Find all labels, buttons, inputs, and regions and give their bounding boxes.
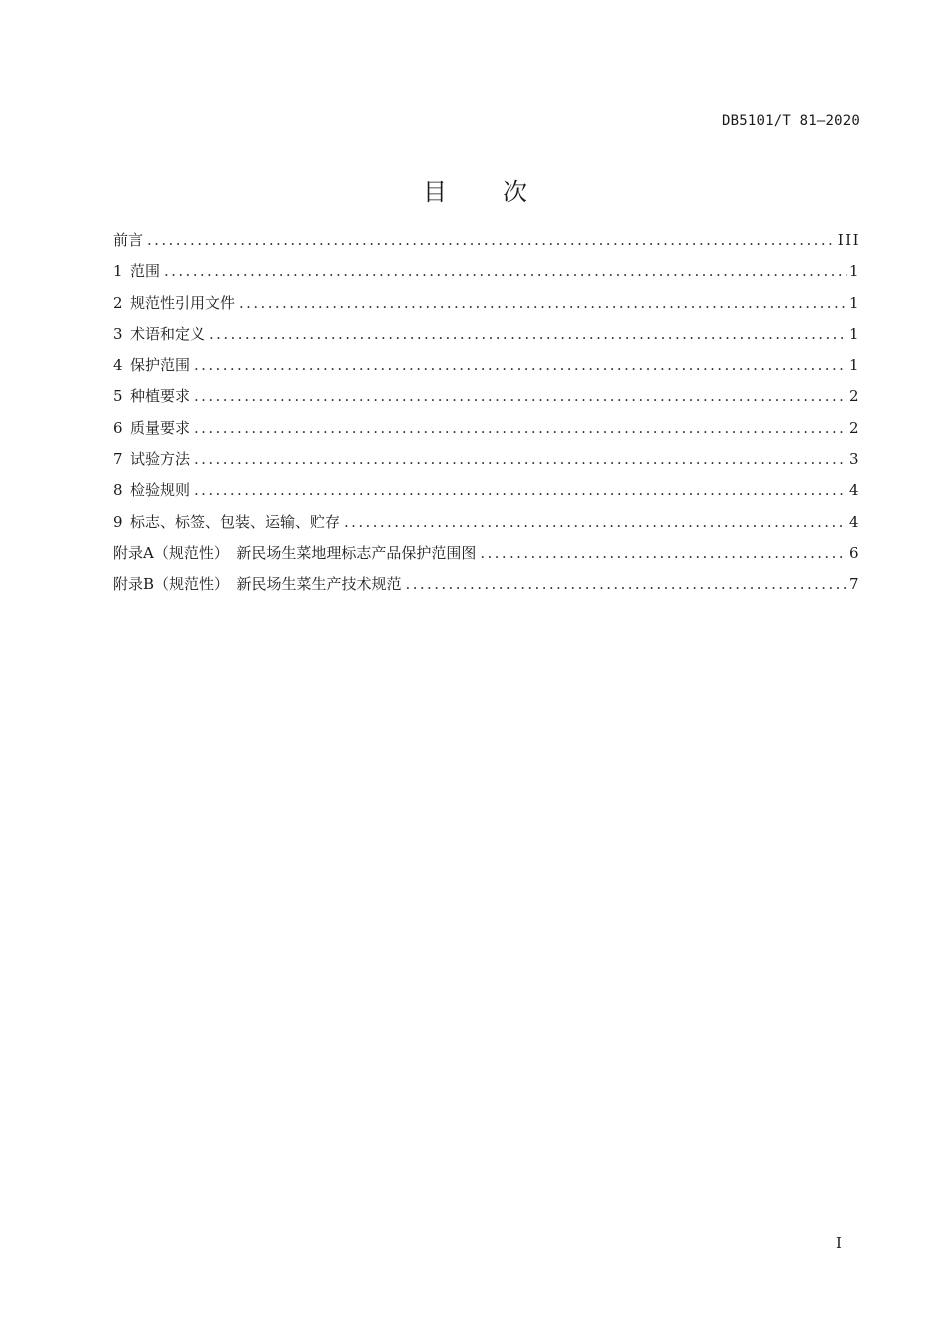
toc-entry-label: 种植要求 [130,387,191,406]
toc-entry-number: 5 [113,387,123,406]
toc-leader-dots [194,479,847,501]
toc-page-number: 7 [848,575,860,594]
toc-leader-dots [406,573,847,595]
footer-page-number: I [836,1234,842,1252]
toc-page-number: 4 [848,512,860,531]
toc-leader-dots [194,354,847,376]
toc-entry-label: 质量要求 [130,418,191,437]
toc-entry-appendix-a[interactable] [113,542,860,573]
toc-leader-dots [147,229,836,251]
toc-entry-number: 7 [113,450,123,469]
toc-leader-dots [344,511,847,533]
toc-entry-label: 检验规则 [130,481,191,500]
toc-entry-number: 3 [113,324,123,343]
toc-title-char-1: 目 [423,178,447,206]
toc-entry-foreword[interactable] [113,229,860,260]
toc-leader-dots [239,292,847,314]
toc-entry-label: 前言 [113,231,144,249]
toc-entry-label: 附录A（规范性） 新民场生菜地理标志产品保护范围图 [113,543,477,562]
toc-leader-dots [480,542,847,564]
toc-entry-terms-definitions[interactable] [113,323,860,354]
toc-entry-quality-requirements[interactable] [113,417,860,448]
toc-entry-inspection-rules[interactable] [113,479,860,510]
toc-entry-test-methods[interactable] [113,448,860,479]
toc-entry-normative-references[interactable] [113,292,860,323]
toc-page-number: 6 [848,543,860,562]
toc-title [0,172,950,207]
toc-entry-label: 附录B（规范性） 新民场生菜生产技术规范 [113,575,402,594]
toc-leader-dots [194,417,847,439]
toc-entry-marking-packaging[interactable] [113,511,860,542]
toc-entry-label: 范围 [130,262,161,281]
toc-entry-number: 8 [113,481,123,500]
toc-leader-dots [194,385,847,407]
toc-page-number: 3 [848,450,860,469]
toc-page-number: 4 [848,481,860,500]
toc-page-number: III [837,231,860,249]
toc-page-number: 1 [848,356,860,375]
toc-leader-dots [194,448,847,470]
toc-entry-number: 6 [113,418,123,437]
document-code: DB5101/T 81—2020 [721,113,860,129]
toc-entry-appendix-b[interactable] [113,573,860,604]
toc-page-number: 2 [848,418,860,437]
toc-entry-number: 4 [113,356,123,375]
toc-entry-label: 术语和定义 [130,324,206,343]
toc-entry-number: 9 [113,512,123,531]
toc-entry-planting-requirements[interactable] [113,385,860,416]
toc-list [113,229,860,605]
toc-entry-label: 试验方法 [130,450,191,469]
toc-entry-label: 规范性引用文件 [130,293,236,312]
toc-leader-dots [209,323,847,345]
toc-page-number: 1 [848,293,860,312]
toc-page-number: 1 [848,262,860,281]
toc-leader-dots [164,260,847,282]
toc-entry-label: 保护范围 [130,356,191,375]
toc-page-number: 1 [848,324,860,343]
toc-page-number: 2 [848,387,860,406]
toc-entry-label: 标志、标签、包装、运输、贮存 [130,512,341,531]
toc-title-char-2: 次 [503,178,527,206]
toc-entry-protection-scope[interactable] [113,354,860,385]
toc-entry-number: 2 [113,293,123,312]
toc-entry-number: 1 [113,262,123,281]
toc-entry-scope[interactable] [113,260,860,291]
